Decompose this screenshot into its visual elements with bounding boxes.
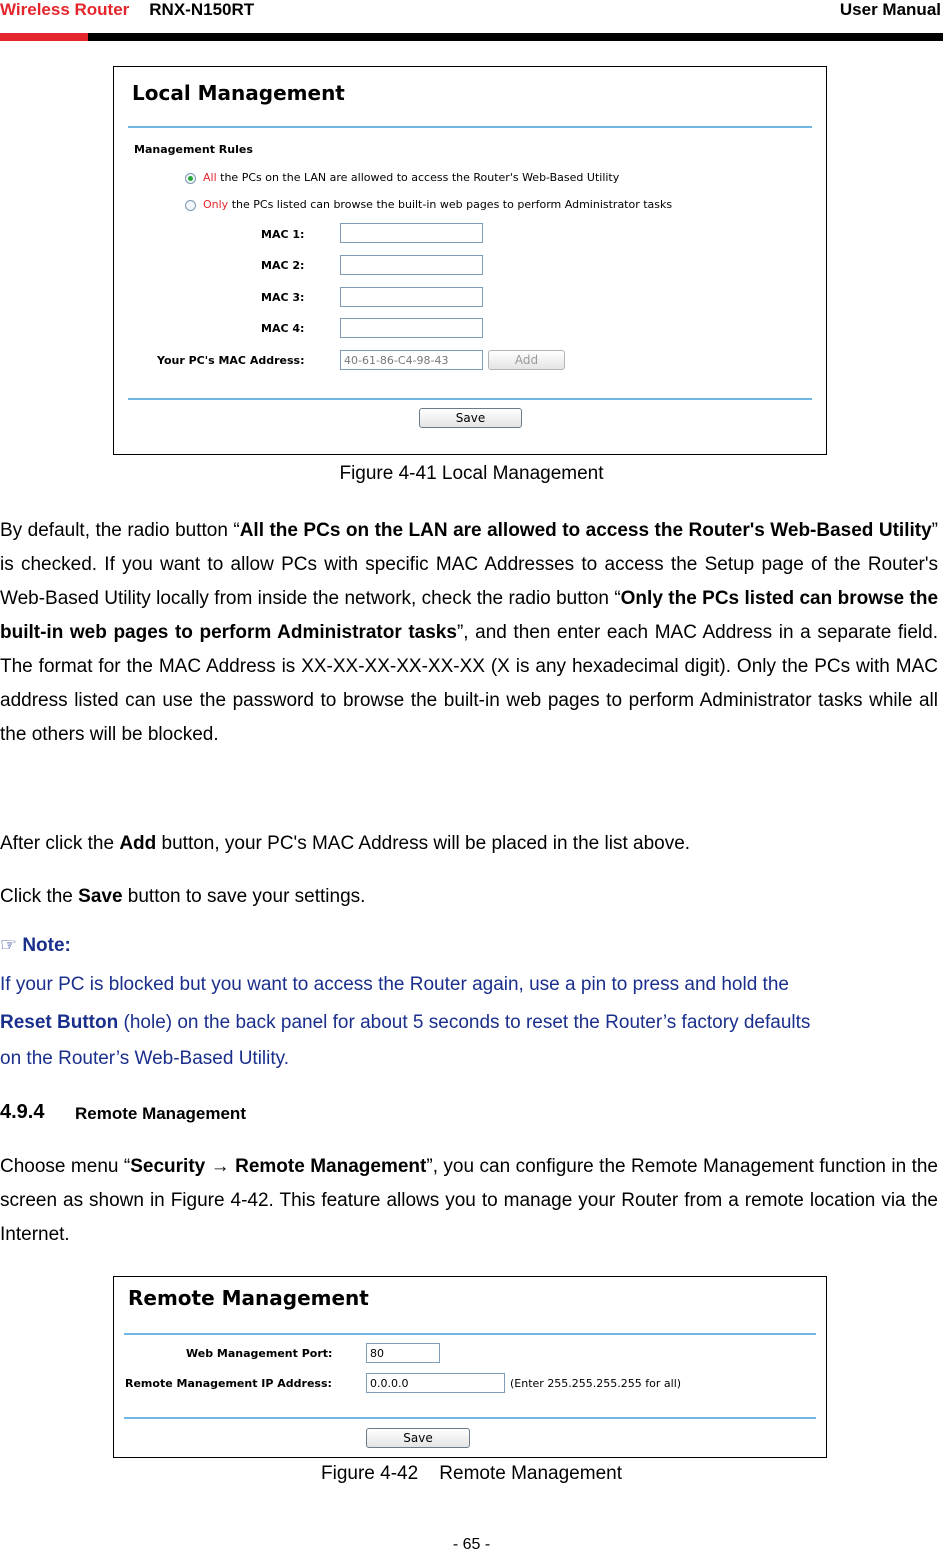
header-bar-red <box>0 33 88 41</box>
title-divider <box>128 126 812 128</box>
header-bar-black <box>88 33 943 41</box>
p3-part-c: button to save your settings. <box>122 886 366 907</box>
mac4-input[interactable] <box>340 318 483 338</box>
mac3-input[interactable] <box>340 287 483 307</box>
header-left <box>0 0 254 20</box>
header-model: RNX-N150RT <box>149 0 255 19</box>
web-port-label: Web Management Port: <box>186 1347 333 1360</box>
mac1-label: MAC 1: <box>261 228 305 241</box>
note-label: Note: <box>22 935 71 956</box>
figure-4-42-caption: Figure 4-42 Remote Management <box>321 1463 622 1484</box>
header-brand: Wireless Router <box>0 0 130 19</box>
add-button[interactable]: Add <box>488 350 565 370</box>
local-management-title: Local Management <box>132 81 345 105</box>
radio-all-highlight: All <box>203 171 217 184</box>
remote-management-title: Remote Management <box>128 1286 369 1310</box>
remote-ip-label: Remote Management IP Address: <box>125 1377 332 1390</box>
note-reset-button: Reset Button <box>0 1012 119 1033</box>
radio-only-listed-label <box>203 198 672 211</box>
radio-only-text: the PCs listed can browse the built-in web pages to perform Administrator tasks <box>231 198 673 211</box>
p2-part-b: Add <box>119 833 157 854</box>
p1-part-e: ”, and then enter each MAC Address in a separate field. The format for the MAC Address is XX-XX-XX-XX-XX-XX (X is any hexadecimal digit). Only the PCs with MAC address listed can use the password to browse the built-in web pages to perform Administrator tasks while all the others will be blocked. <box>0 622 938 745</box>
management-rules-label: Management Rules <box>134 143 253 156</box>
p4-part-c: ”, you can configure the Remote Management function in the screen as shown in Figure 4-42. This feature allows you to manage your Router from a remote location via the Internet. <box>0 1156 938 1245</box>
section-title: Remote Management <box>75 1104 246 1123</box>
radio-all-pcs-label <box>203 171 619 184</box>
p1-part-a: By default, the radio button “ <box>0 520 240 541</box>
remote-ip-input[interactable]: 0.0.0.0 <box>366 1373 505 1393</box>
p4-part-b: Security → Remote Management <box>130 1156 427 1177</box>
page-number: - 65 - <box>452 1536 491 1553</box>
title-divider <box>124 1333 816 1335</box>
header-manual: User Manual <box>839 0 941 19</box>
p1-part-b: All the PCs on the LAN are allowed to access the Router's Web-Based Utility <box>239 520 932 541</box>
pc-mac-input[interactable]: 40-61-86-C4-98-43 <box>340 350 483 370</box>
paragraph-remote-intro <box>0 1150 938 1252</box>
figure-4-41-caption: Figure 4-41 Local Management <box>339 463 604 484</box>
save-button[interactable]: Save <box>366 1428 470 1448</box>
paragraph-save <box>0 886 365 908</box>
note-heading <box>0 934 71 957</box>
mac4-label: MAC 4: <box>261 322 305 335</box>
p1-part-d: Only the PCs listed can browse the built-in web pages to perform Administrator tasks <box>0 588 939 643</box>
bottom-divider <box>128 398 812 400</box>
radio-only-listed[interactable] <box>185 200 196 211</box>
bottom-divider <box>124 1417 816 1419</box>
paragraph-add <box>0 833 690 855</box>
mac2-label: MAC 2: <box>261 259 305 272</box>
note-line-3: on the Router’s Web-Based Utility. <box>0 1048 290 1069</box>
section-number: 4.9.4 <box>0 1101 45 1123</box>
note-line-2 <box>0 1012 810 1034</box>
p1-part-c: ” is checked. If you want to allow PCs with specific MAC Addresses to access the Setup page of the Router's Web-Based Utility locally from inside the network, check the radio button “ <box>0 520 938 609</box>
note-line-2-rest: (hole) on the back panel for about 5 seconds to reset the Router’s factory defaults <box>118 1012 811 1033</box>
page-header <box>0 0 943 44</box>
p3-part-a: Click the <box>0 886 79 907</box>
mac2-input[interactable] <box>340 255 483 275</box>
paragraph-default-radio <box>0 514 938 752</box>
pc-mac-label: Your PC's MAC Address: <box>157 354 305 367</box>
p4-part-a: Choose menu “ <box>0 1156 131 1177</box>
web-port-input[interactable]: 80 <box>366 1343 440 1363</box>
pointing-hand-icon: ☞ <box>0 935 18 956</box>
save-button[interactable]: Save <box>419 408 522 428</box>
note-line-1: If your PC is blocked but you want to access the Router again, use a pin to press and hold the <box>0 974 789 995</box>
radio-only-highlight: Only <box>203 198 229 211</box>
local-management-screenshot <box>113 66 827 455</box>
p3-part-b: Save <box>78 886 123 907</box>
radio-all-text: the PCs on the LAN are allowed to access the Router's Web-Based Utility <box>220 171 620 184</box>
radio-all-pcs[interactable] <box>185 173 196 184</box>
p2-part-c: button, your PC's MAC Address will be placed in the list above. <box>156 833 691 854</box>
mac3-label: MAC 3: <box>261 291 305 304</box>
remote-management-screenshot <box>113 1276 827 1458</box>
p2-part-a: After click the <box>0 833 120 854</box>
mac1-input[interactable] <box>340 223 483 243</box>
remote-ip-hint: (Enter 255.255.255.255 for all) <box>510 1377 682 1390</box>
